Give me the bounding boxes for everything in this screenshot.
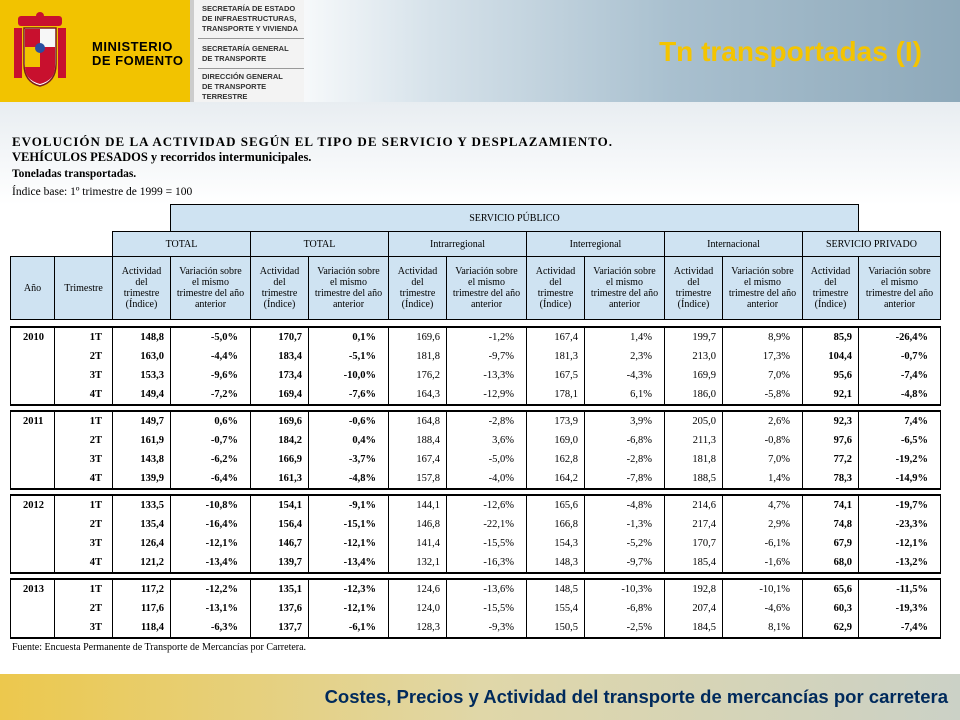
value-cell: 149,4 [113, 385, 171, 405]
value-cell: 176,2 [389, 366, 447, 385]
value-cell: 141,4 [389, 534, 447, 553]
value-cell: -26,4% [859, 327, 941, 347]
value-cell: -12,9% [447, 385, 527, 405]
value-cell: 156,4 [251, 515, 309, 534]
value-cell: -5,0% [171, 327, 251, 347]
doc-heading: EVOLUCIÓN DE LA ACTIVIDAD SEGÚN EL TIPO DE SERVICIO Y DESPLAZAMIENTO. [12, 134, 614, 149]
value-cell: -0,8% [723, 431, 803, 450]
year-cell [11, 553, 55, 573]
value-cell: -19,7% [859, 495, 941, 515]
table-row [11, 411, 941, 431]
value-cell: 146,8 [389, 515, 447, 534]
value-cell: -11,5% [859, 579, 941, 599]
value-cell: 2,6% [723, 411, 803, 431]
value-cell: -16,3% [447, 553, 527, 573]
value-cell: 7,4% [859, 411, 941, 431]
value-cell: 128,3 [389, 618, 447, 638]
header-row [11, 232, 941, 257]
group-header: Intrarregional [389, 232, 527, 257]
value-cell: -7,4% [859, 366, 941, 385]
value-cell: 169,6 [251, 411, 309, 431]
value-cell: -23,3% [859, 515, 941, 534]
value-cell: -0,7% [171, 431, 251, 450]
value-cell: -0,6% [309, 411, 389, 431]
value-cell: 163,0 [113, 347, 171, 366]
year-cell [11, 618, 55, 638]
year-cell [11, 347, 55, 366]
value-cell: -13,4% [171, 553, 251, 573]
value-cell: 126,4 [113, 534, 171, 553]
value-cell: 92,3 [803, 411, 859, 431]
value-cell: 185,4 [665, 553, 723, 573]
value-cell: 117,2 [113, 579, 171, 599]
value-cell: -6,1% [309, 618, 389, 638]
value-cell: 186,0 [665, 385, 723, 405]
value-cell: 62,9 [803, 618, 859, 638]
value-cell: 169,4 [251, 385, 309, 405]
value-cell: 139,7 [251, 553, 309, 573]
table-row [11, 579, 941, 599]
value-cell: 68,0 [803, 553, 859, 573]
group-header: TOTAL [113, 232, 251, 257]
value-cell: -12,1% [859, 534, 941, 553]
value-cell: 8,9% [723, 327, 803, 347]
value-cell: -12,1% [309, 599, 389, 618]
value-cell: 132,1 [389, 553, 447, 573]
value-cell: 65,6 [803, 579, 859, 599]
value-cell: -13,1% [171, 599, 251, 618]
value-cell: 2,3% [585, 347, 665, 366]
value-cell: 217,4 [665, 515, 723, 534]
value-cell: 0,1% [309, 327, 389, 347]
value-cell: 0,6% [171, 411, 251, 431]
value-cell: -15,5% [447, 599, 527, 618]
value-cell: -12,6% [447, 495, 527, 515]
value-cell: 3,9% [585, 411, 665, 431]
value-cell: 162,8 [527, 450, 585, 469]
quarter-cell: 3T [55, 534, 113, 553]
year-cell: 2010 [11, 327, 55, 347]
value-cell: -13,6% [447, 579, 527, 599]
value-cell: -9,7% [585, 553, 665, 573]
value-cell: 170,7 [665, 534, 723, 553]
value-cell: 183,4 [251, 347, 309, 366]
secretaria-general: SECRETARÍA GENERAL DE TRANSPORTE [202, 44, 289, 63]
year-cell [11, 431, 55, 450]
value-cell: -4,8% [309, 469, 389, 489]
value-cell: 1,4% [723, 469, 803, 489]
value-cell: -2,8% [585, 450, 665, 469]
value-cell: 135,1 [251, 579, 309, 599]
value-cell: -6,3% [171, 618, 251, 638]
value-cell: 92,1 [803, 385, 859, 405]
value-cell: -15,5% [447, 534, 527, 553]
value-cell: -10,0% [309, 366, 389, 385]
value-cell: 167,5 [527, 366, 585, 385]
value-cell: 161,9 [113, 431, 171, 450]
value-cell: 154,1 [251, 495, 309, 515]
value-cell: -22,1% [447, 515, 527, 534]
doc-subheading: VEHÍCULOS PESADOS y recorridos intermunicipales. [12, 150, 312, 164]
value-cell: -9,1% [309, 495, 389, 515]
value-cell: 85,9 [803, 327, 859, 347]
value-cell: 213,0 [665, 347, 723, 366]
servicio-publico-header: SERVICIO PÚBLICO [171, 205, 859, 232]
value-cell: 167,4 [527, 327, 585, 347]
quarter-cell: 1T [55, 579, 113, 599]
value-cell: 144,1 [389, 495, 447, 515]
activity-header: Actividad del trimestre (Índice) [113, 257, 171, 320]
variation-header: Variación sobre el mismo trimestre del año anterior [309, 257, 389, 320]
value-cell: -9,6% [171, 366, 251, 385]
direccion-general: DIRECCIÓN GENERAL DE TRANSPORTE TERRESTRE [202, 72, 283, 101]
quarter-cell: 2T [55, 599, 113, 618]
value-cell: -5,2% [585, 534, 665, 553]
value-cell: -1,2% [447, 327, 527, 347]
quarter-cell: 4T [55, 469, 113, 489]
year-cell [11, 385, 55, 405]
value-cell: 214,6 [665, 495, 723, 515]
value-cell: 188,4 [389, 431, 447, 450]
value-cell: -16,4% [171, 515, 251, 534]
value-cell: 17,3% [723, 347, 803, 366]
value-cell: 184,2 [251, 431, 309, 450]
value-cell: -2,8% [447, 411, 527, 431]
value-cell: -7,2% [171, 385, 251, 405]
value-cell: 161,3 [251, 469, 309, 489]
footer-text: Costes, Precios y Actividad del transporte de mercancías por carretera [324, 686, 948, 707]
value-cell: -4,8% [859, 385, 941, 405]
value-cell: 167,4 [389, 450, 447, 469]
year-cell: 2013 [11, 579, 55, 599]
activity-header: Actividad del trimestre (Índice) [251, 257, 309, 320]
divider [198, 68, 304, 69]
value-cell: 148,3 [527, 553, 585, 573]
quarter-cell: 2T [55, 431, 113, 450]
spacer-row [11, 320, 941, 328]
year-cell [11, 469, 55, 489]
group-header: Internacional [665, 232, 803, 257]
value-cell: -12,2% [171, 579, 251, 599]
doc-measure: Toneladas transportadas. [12, 168, 137, 180]
value-cell: -0,7% [859, 347, 941, 366]
value-cell: 1,4% [585, 327, 665, 347]
value-cell: 67,9 [803, 534, 859, 553]
table-row [11, 469, 941, 489]
value-cell: 139,9 [113, 469, 171, 489]
slide-content [0, 102, 960, 674]
value-cell: -4,0% [447, 469, 527, 489]
value-cell: 166,9 [251, 450, 309, 469]
value-cell: 164,2 [527, 469, 585, 489]
secretariat-column [190, 0, 304, 102]
value-cell: 104,4 [803, 347, 859, 366]
value-cell: 124,6 [389, 579, 447, 599]
value-cell: 207,4 [665, 599, 723, 618]
value-cell: 150,5 [527, 618, 585, 638]
value-cell: 170,7 [251, 327, 309, 347]
value-cell: -13,3% [447, 366, 527, 385]
value-cell: -13,4% [309, 553, 389, 573]
value-cell: 154,3 [527, 534, 585, 553]
value-cell: -6,8% [585, 431, 665, 450]
value-cell: 78,3 [803, 469, 859, 489]
value-cell: -19,2% [859, 450, 941, 469]
value-cell: -12,1% [309, 534, 389, 553]
value-cell: -6,4% [171, 469, 251, 489]
value-cell: 166,8 [527, 515, 585, 534]
value-cell: -5,8% [723, 385, 803, 405]
ministry-name-line1: MINISTERIO [92, 39, 173, 54]
year-cell [11, 366, 55, 385]
table-row [11, 618, 941, 638]
value-cell: 149,7 [113, 411, 171, 431]
value-cell: -19,3% [859, 599, 941, 618]
value-cell: -9,7% [447, 347, 527, 366]
value-cell: -7,4% [859, 618, 941, 638]
value-cell: 181,3 [527, 347, 585, 366]
table-row [11, 553, 941, 573]
value-cell: -5,1% [309, 347, 389, 366]
value-cell: 181,8 [665, 450, 723, 469]
value-cell: 121,2 [113, 553, 171, 573]
value-cell: 205,0 [665, 411, 723, 431]
variation-header: Variación sobre el mismo trimestre del año anterior [171, 257, 251, 320]
value-cell: -14,9% [859, 469, 941, 489]
value-cell: 137,6 [251, 599, 309, 618]
quarter-cell: 3T [55, 450, 113, 469]
quarter-cell: 2T [55, 515, 113, 534]
group-header: TOTAL [251, 232, 389, 257]
value-cell: 2,9% [723, 515, 803, 534]
value-cell: -4,8% [585, 495, 665, 515]
table-row [11, 385, 941, 405]
value-cell: -6,1% [723, 534, 803, 553]
value-cell: 164,3 [389, 385, 447, 405]
variation-header: Variación sobre el mismo trimestre del año anterior [723, 257, 803, 320]
quarter-cell: 2T [55, 347, 113, 366]
value-cell: -3,7% [309, 450, 389, 469]
table-row [11, 599, 941, 618]
value-cell: 155,4 [527, 599, 585, 618]
quarter-cell: 3T [55, 618, 113, 638]
value-cell: 211,3 [665, 431, 723, 450]
slide-header [0, 0, 960, 102]
quarter-cell: 4T [55, 385, 113, 405]
value-cell: -7,6% [309, 385, 389, 405]
value-cell: 118,4 [113, 618, 171, 638]
value-cell: 157,8 [389, 469, 447, 489]
value-cell: -5,0% [447, 450, 527, 469]
value-cell: -7,8% [585, 469, 665, 489]
value-cell: -15,1% [309, 515, 389, 534]
ministry-name-line2: DE FOMENTO [92, 53, 184, 68]
value-cell: 169,9 [665, 366, 723, 385]
value-cell: 192,8 [665, 579, 723, 599]
quarter-cell: 1T [55, 495, 113, 515]
value-cell: 133,5 [113, 495, 171, 515]
quarter-cell: 3T [55, 366, 113, 385]
value-cell: 0,4% [309, 431, 389, 450]
value-cell: 178,1 [527, 385, 585, 405]
coat-of-arms-icon [12, 12, 68, 90]
value-cell: -1,6% [723, 553, 803, 573]
value-cell: 153,3 [113, 366, 171, 385]
value-cell: -4,4% [171, 347, 251, 366]
value-cell: -6,8% [585, 599, 665, 618]
value-cell: 77,2 [803, 450, 859, 469]
value-cell: 169,6 [389, 327, 447, 347]
value-cell: 135,4 [113, 515, 171, 534]
doc-index-base: Índice base: 1º trimestre de 1999 = 100 [12, 186, 193, 198]
year-cell [11, 515, 55, 534]
value-cell: 74,1 [803, 495, 859, 515]
year-cell [11, 450, 55, 469]
value-cell: 188,5 [665, 469, 723, 489]
value-cell: -1,3% [585, 515, 665, 534]
value-cell: 143,8 [113, 450, 171, 469]
table-cell [11, 205, 171, 232]
value-cell: 124,0 [389, 599, 447, 618]
slide-title: Tn transportadas (I) [659, 36, 922, 67]
value-cell: -9,3% [447, 618, 527, 638]
year-cell [11, 534, 55, 553]
table-row [11, 327, 941, 347]
value-cell: 8,1% [723, 618, 803, 638]
value-cell: 184,5 [665, 618, 723, 638]
quarter-cell: 4T [55, 553, 113, 573]
activity-header: Actividad del trimestre (Índice) [527, 257, 585, 320]
table-row [11, 495, 941, 515]
value-cell: -2,5% [585, 618, 665, 638]
value-cell: 97,6 [803, 431, 859, 450]
table-cell [11, 320, 941, 328]
header-row [11, 257, 941, 320]
secretaria-estado: SECRETARÍA DE ESTADO DE INFRAESTRUCTURAS, TRANSPORTE Y VIVIENDA [202, 4, 298, 33]
value-cell: 173,9 [527, 411, 585, 431]
variation-header: Variación sobre el mismo trimestre del año anterior [859, 257, 941, 320]
value-cell: 117,6 [113, 599, 171, 618]
group-header: SERVICIO PRIVADO [803, 232, 941, 257]
value-cell: 181,8 [389, 347, 447, 366]
value-cell: -10,8% [171, 495, 251, 515]
variation-header: Variación sobre el mismo trimestre del año anterior [447, 257, 527, 320]
value-cell: 137,7 [251, 618, 309, 638]
year-cell: 2012 [11, 495, 55, 515]
value-cell: 7,0% [723, 450, 803, 469]
quarter-cell: 1T [55, 411, 113, 431]
value-cell: 95,6 [803, 366, 859, 385]
value-cell: 148,5 [527, 579, 585, 599]
value-cell: -4,3% [585, 366, 665, 385]
table-row [11, 366, 941, 385]
value-cell: 173,4 [251, 366, 309, 385]
value-cell: -4,6% [723, 599, 803, 618]
year-header: Año [11, 257, 55, 320]
value-cell: 165,6 [527, 495, 585, 515]
activity-table [10, 204, 941, 639]
divider [198, 38, 304, 39]
value-cell: 74,8 [803, 515, 859, 534]
quarter-header: Trimestre [55, 257, 113, 320]
value-cell: -13,2% [859, 553, 941, 573]
activity-header: Actividad del trimestre (Índice) [665, 257, 723, 320]
value-cell: -6,5% [859, 431, 941, 450]
value-cell: 199,7 [665, 327, 723, 347]
year-cell: 2011 [11, 411, 55, 431]
table-row [11, 534, 941, 553]
ministry-logo [0, 0, 190, 102]
value-cell: 6,1% [585, 385, 665, 405]
table-row [11, 431, 941, 450]
value-cell: -12,1% [171, 534, 251, 553]
value-cell: -10,1% [723, 579, 803, 599]
header-row [11, 205, 941, 232]
value-cell: 60,3 [803, 599, 859, 618]
value-cell: 164,8 [389, 411, 447, 431]
activity-header: Actividad del trimestre (Índice) [389, 257, 447, 320]
table-cell [859, 205, 941, 232]
value-cell: 169,0 [527, 431, 585, 450]
activity-header: Actividad del trimestre (Índice) [803, 257, 859, 320]
variation-header: Variación sobre el mismo trimestre del año anterior [585, 257, 665, 320]
table-row [11, 347, 941, 366]
source-footnote: Fuente: Encuesta Permanente de Transporte de Mercancías por Carretera. [12, 642, 307, 653]
quarter-cell: 1T [55, 327, 113, 347]
value-cell: 3,6% [447, 431, 527, 450]
value-cell: 146,7 [251, 534, 309, 553]
value-cell: 4,7% [723, 495, 803, 515]
slide-footer [0, 674, 960, 720]
value-cell: -12,3% [309, 579, 389, 599]
value-cell: 148,8 [113, 327, 171, 347]
table-cell [11, 232, 113, 257]
value-cell: -6,2% [171, 450, 251, 469]
group-header: Interregional [527, 232, 665, 257]
year-cell [11, 599, 55, 618]
value-cell: -10,3% [585, 579, 665, 599]
value-cell: 7,0% [723, 366, 803, 385]
table-row [11, 515, 941, 534]
table-row [11, 450, 941, 469]
